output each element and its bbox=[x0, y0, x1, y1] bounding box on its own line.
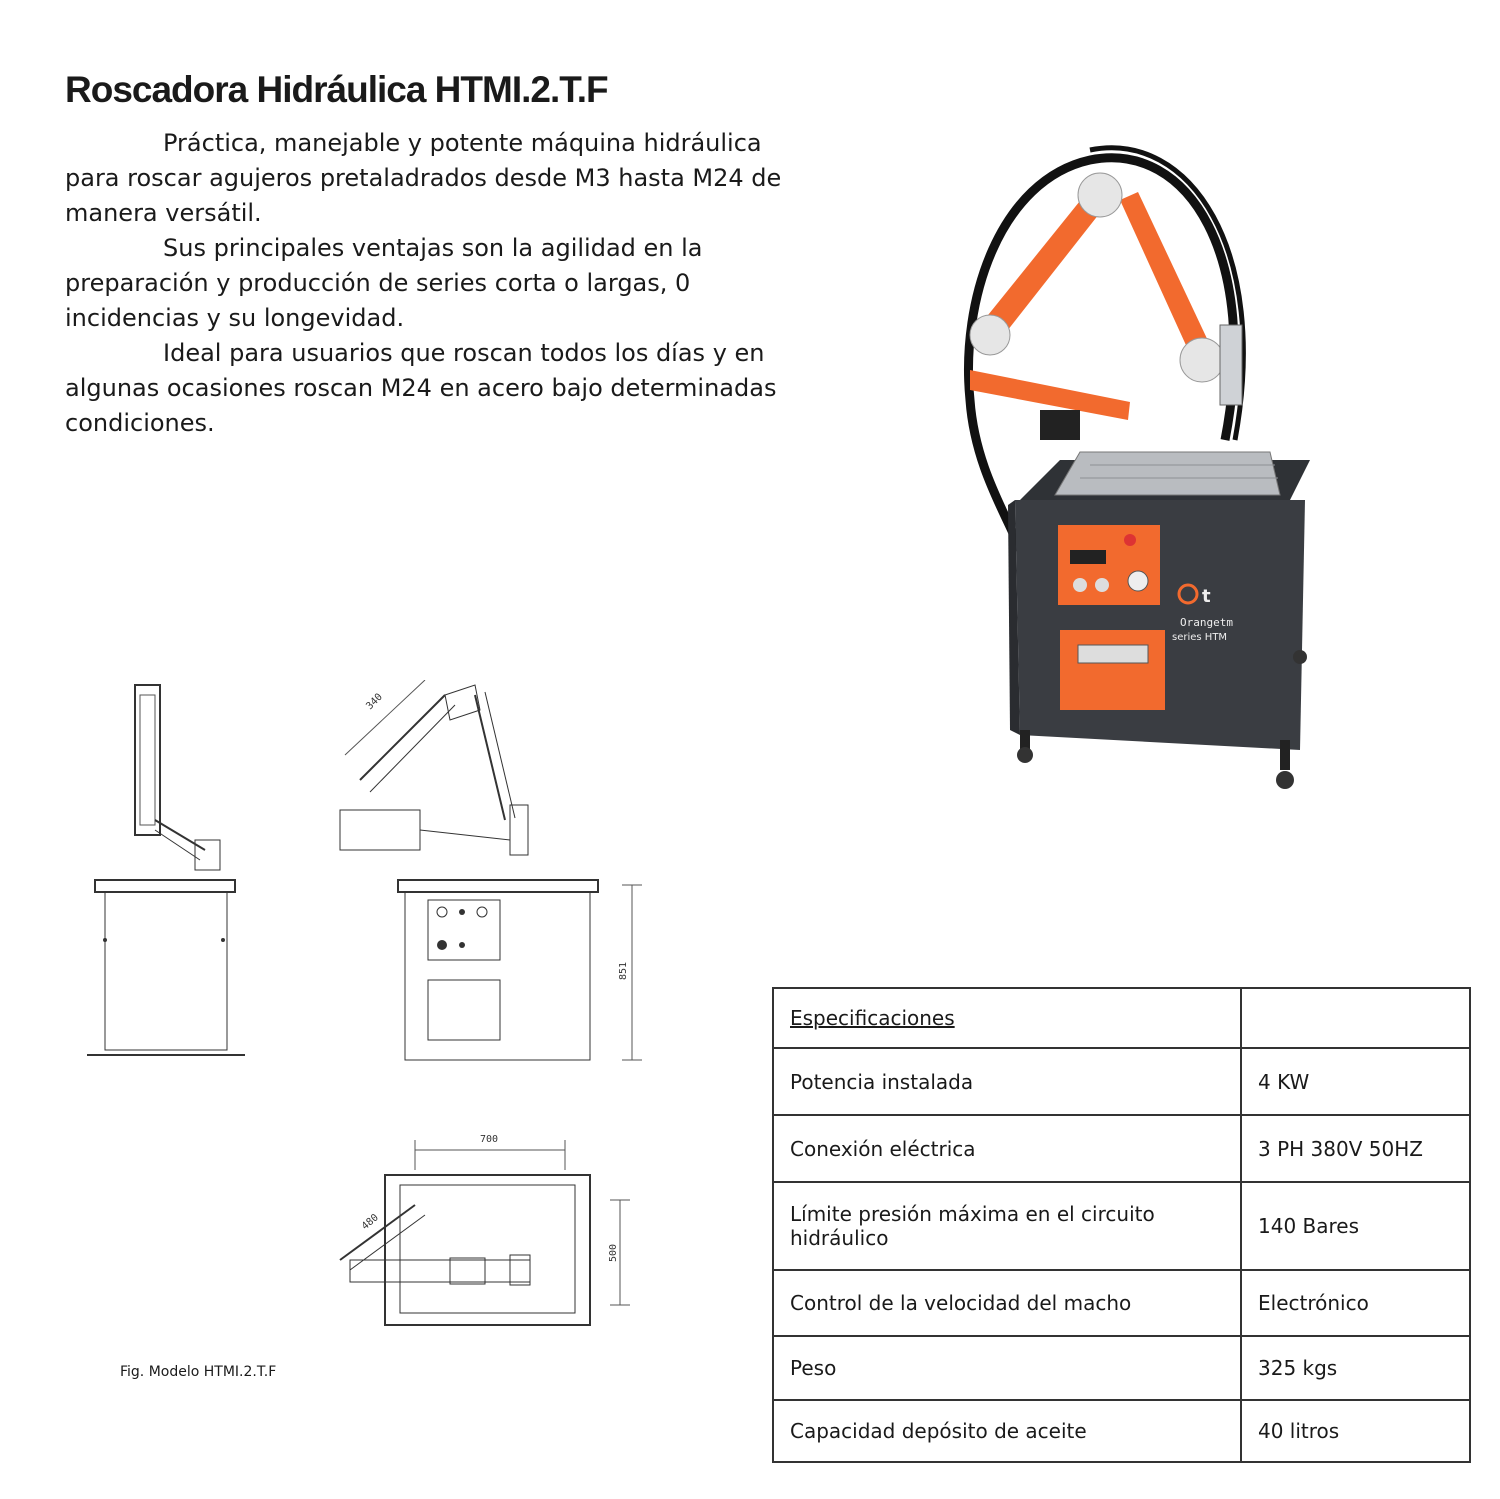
specs-table bbox=[772, 987, 1471, 1463]
dim-width: 700 bbox=[480, 1134, 499, 1145]
spec-label: Peso bbox=[773, 1336, 1241, 1400]
dim-height: 851 bbox=[618, 961, 629, 980]
spec-value: Electrónico bbox=[1241, 1270, 1470, 1336]
spec-value: 325 kgs bbox=[1241, 1336, 1470, 1400]
table-row bbox=[773, 1182, 1470, 1270]
spec-label: Límite presión máxima en el circuito hidráulico bbox=[773, 1182, 1241, 1270]
spec-value: 4 KW bbox=[1241, 1048, 1470, 1115]
dim-depth: 500 bbox=[608, 1243, 619, 1262]
intro-text bbox=[65, 126, 785, 441]
table-row bbox=[773, 1270, 1470, 1336]
spec-label: Capacidad depósito de aceite bbox=[773, 1400, 1241, 1462]
series-label: series HTM bbox=[1172, 632, 1228, 643]
figure-caption: Fig. Modelo HTMI.2.T.F bbox=[120, 1364, 277, 1380]
specs-header-empty bbox=[1241, 988, 1470, 1048]
spec-value: 140 Bares bbox=[1241, 1182, 1470, 1270]
spec-value: 3 PH 380V 50HZ bbox=[1241, 1115, 1470, 1182]
spec-label: Control de la velocidad del macho bbox=[773, 1270, 1241, 1336]
spec-label: Potencia instalada bbox=[773, 1048, 1241, 1115]
intro-paragraph-1: Práctica, manejable y potente máquina hidráulica para roscar agujeros pretaladrados desde M3 hasta M24 de manera versátil. bbox=[65, 129, 782, 227]
drawing-front-view bbox=[330, 680, 650, 1074]
spec-label: Conexión eléctrica bbox=[773, 1115, 1241, 1182]
machine-photo bbox=[940, 140, 1320, 814]
svg-text:t: t bbox=[1202, 586, 1211, 607]
table-row bbox=[773, 1115, 1470, 1182]
intro-paragraph-2: Sus principales ventajas son la agilidad en la preparación y producción de series corta o largas, 0 incidencias y su longevidad. bbox=[65, 234, 703, 332]
table-row bbox=[773, 1048, 1470, 1115]
spec-value: 40 litros bbox=[1241, 1400, 1470, 1462]
brand-label: Orangetm bbox=[1180, 616, 1233, 629]
table-row bbox=[773, 988, 1470, 1048]
drawing-side-view bbox=[85, 680, 255, 1069]
drawing-top-view bbox=[320, 1130, 650, 1344]
table-row bbox=[773, 1400, 1470, 1462]
intro-paragraph-3: Ideal para usuarios que roscan todos los días y en algunas ocasiones roscan M24 en acero bajo determinadas condiciones. bbox=[65, 339, 777, 437]
specs-header: Especificaciones bbox=[773, 988, 1241, 1048]
page-title: Roscadora Hidráulica HTMI.2.T.F bbox=[65, 68, 608, 110]
dim-arm-top: 480 bbox=[359, 1212, 381, 1233]
table-row bbox=[773, 1336, 1470, 1400]
dim-arm: 340 bbox=[364, 691, 385, 713]
